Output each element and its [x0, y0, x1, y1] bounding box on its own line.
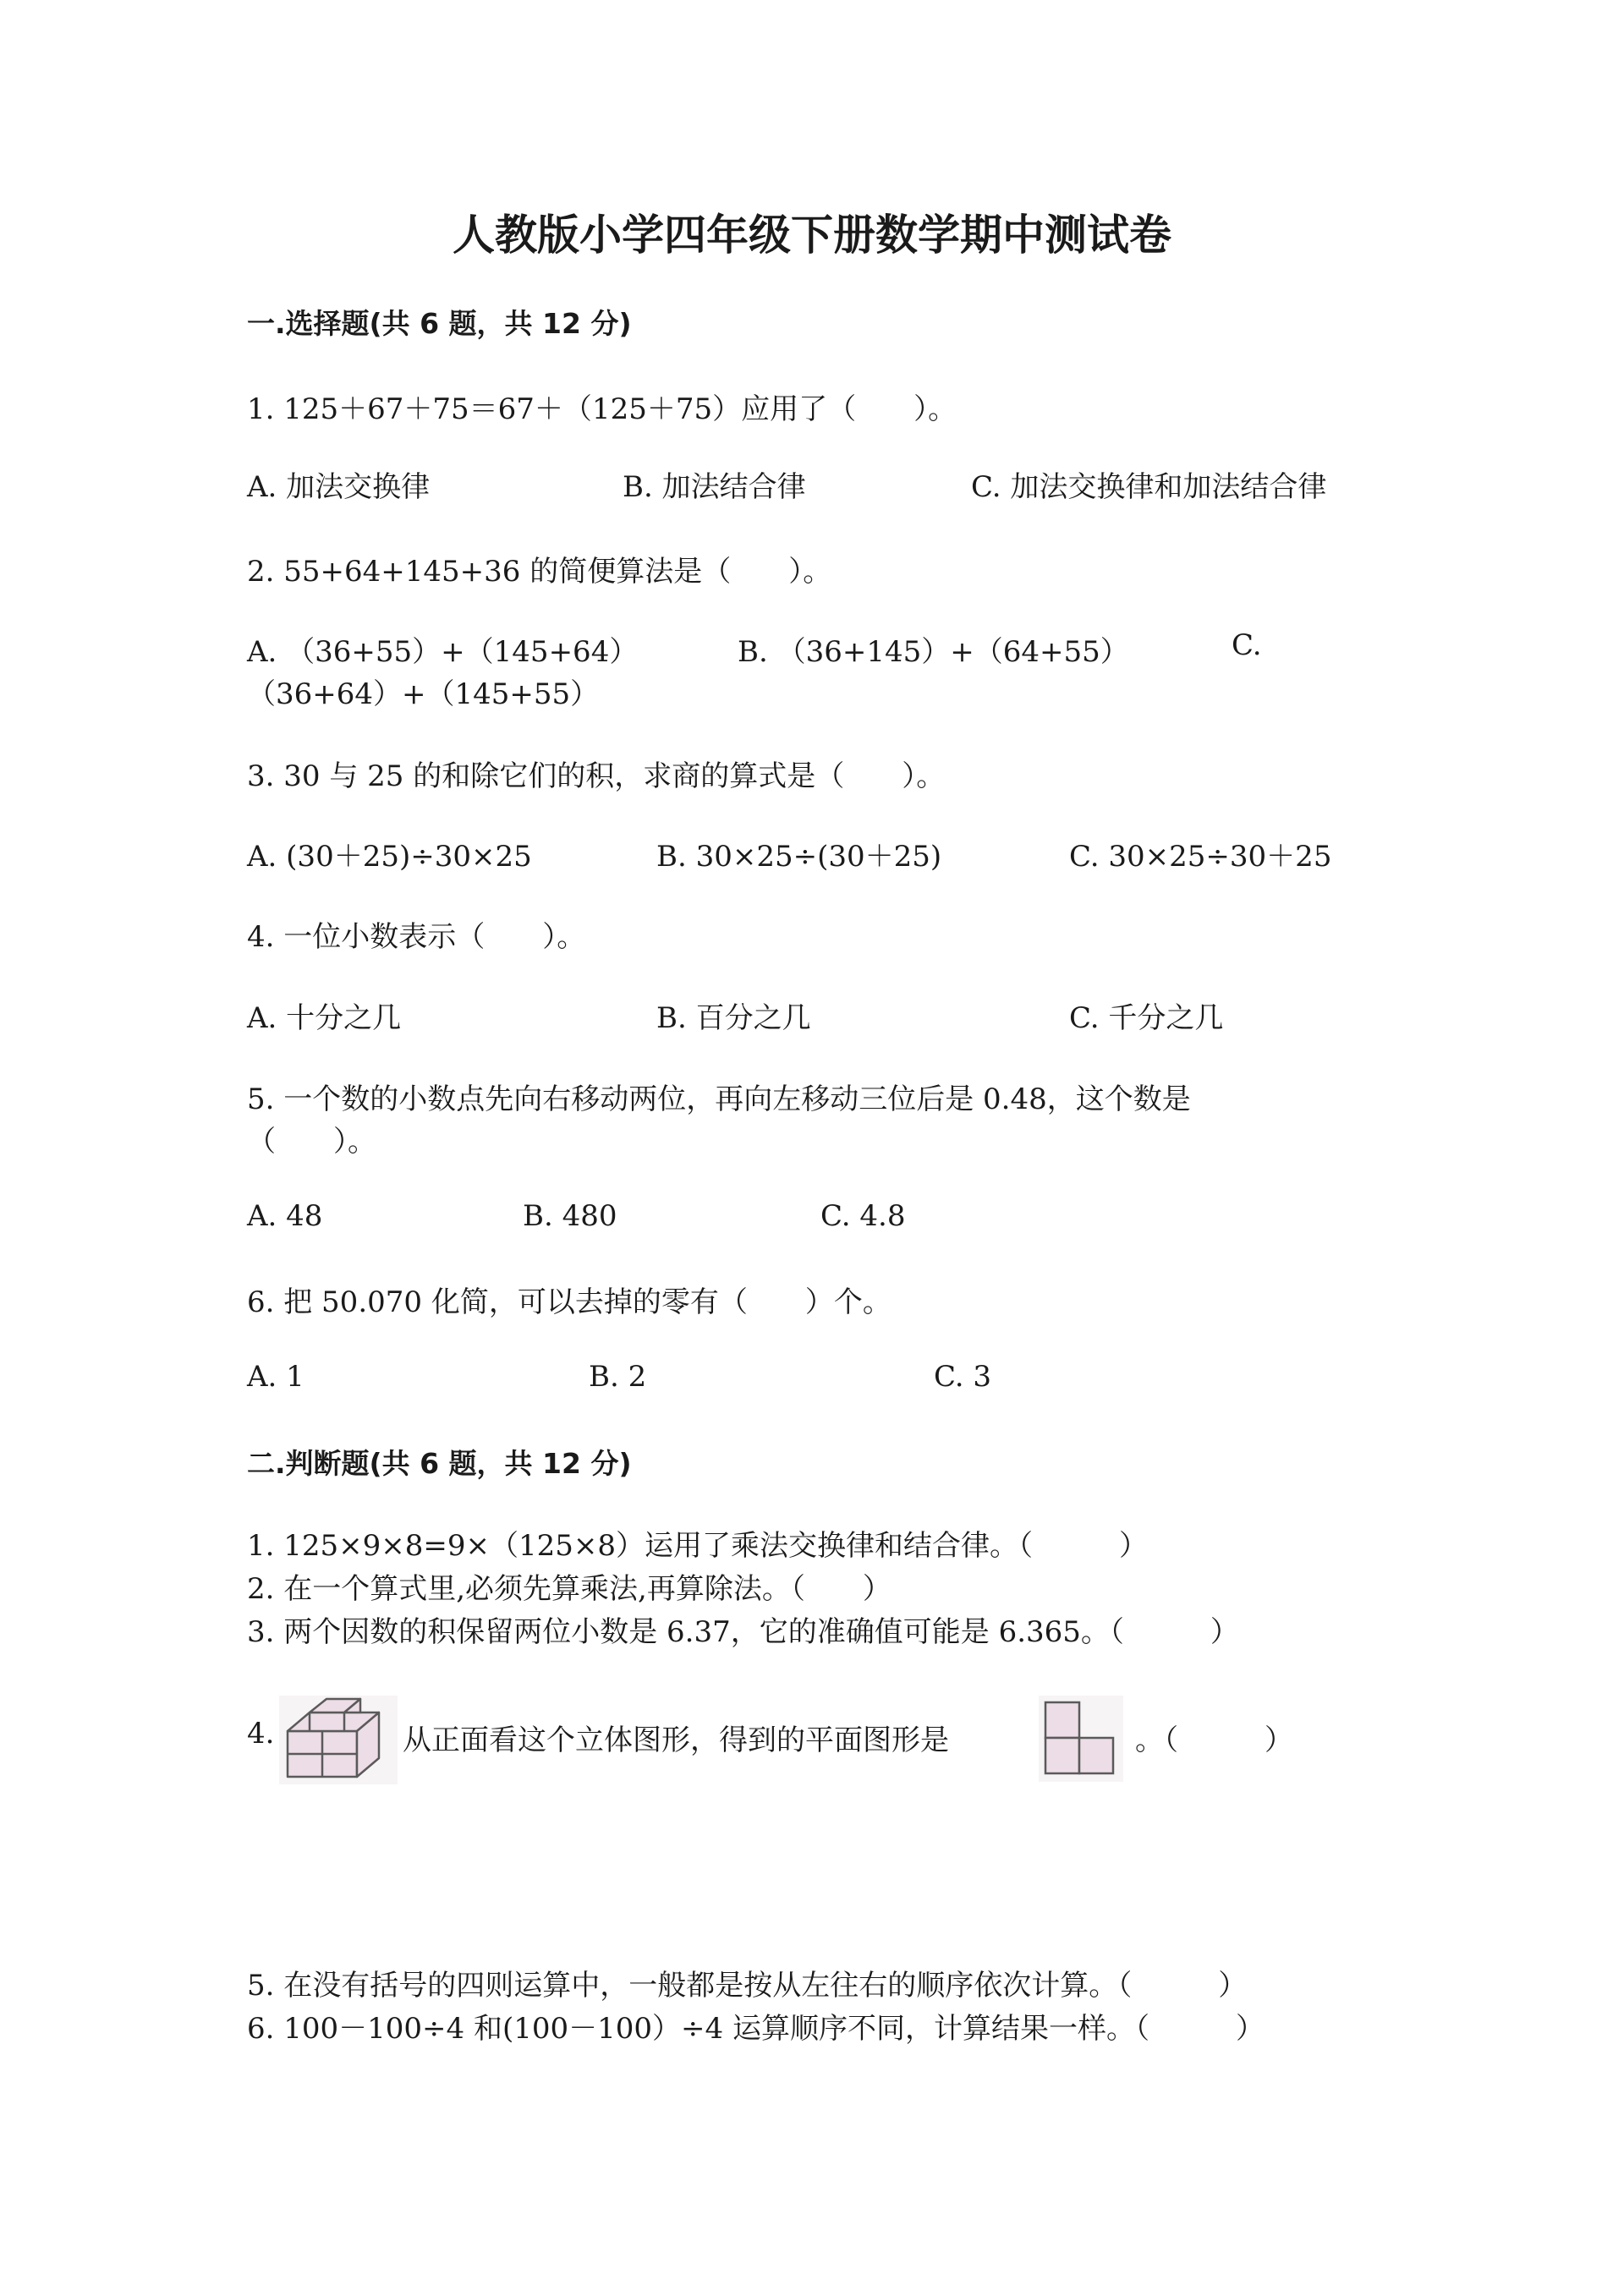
front-view-image [1039, 1696, 1123, 1782]
judgment-statement: 2. 在一个算式里,必须先算乘法,再算除法。（ ） [247, 1572, 892, 1606]
option-a[interactable]: A. 1 [247, 1360, 304, 1394]
option-c-expression[interactable]: （36+64）+（145+55） [247, 677, 600, 711]
option-a[interactable]: A. 十分之几 [247, 1001, 402, 1035]
option-c[interactable]: C. 30×25÷30＋25 [1069, 840, 1332, 874]
option-c[interactable]: C. 4.8 [820, 1199, 906, 1233]
section-heading-choice: 一.选择题(共 6 题，共 12 分) [247, 307, 632, 340]
judgment-statement: 1. 125×9×8=9×（125×8）运用了乘法交换律和结合律。（ ） [247, 1529, 1149, 1563]
judgment-statement: 5. 在没有括号的四则运算中，一般都是按从左往右的顺序依次计算。（ ） [247, 1969, 1248, 2003]
judgment-number: 4. [247, 1717, 275, 1751]
section-heading-judgment: 二.判断题(共 6 题，共 12 分) [247, 1447, 632, 1480]
option-b[interactable]: B. 加法结合律 [623, 470, 806, 504]
option-b[interactable]: B. 2 [589, 1360, 647, 1394]
judgment-statement: 3. 两个因数的积保留两位小数是 6.37，它的准确值可能是 6.365。（ ） [247, 1615, 1239, 1649]
option-c[interactable]: C. 加法交换律和加法结合律 [971, 470, 1327, 504]
page-title: 人教版小学四年级下册数学期中测试卷 [453, 211, 1171, 260]
option-a[interactable]: A. （36+55）+（145+64） [247, 635, 639, 669]
option-b[interactable]: B. 480 [523, 1199, 617, 1233]
option-a[interactable]: A. (30＋25)÷30×25 [247, 840, 532, 874]
judgment-statement: 从正面看这个立体图形，得到的平面图形是 [403, 1723, 949, 1757]
solid-figure-image [279, 1696, 398, 1784]
option-c[interactable]: C. 千分之几 [1069, 1001, 1224, 1035]
question-text: 6. 把 50.070 化简，可以去掉的零有（ ）个。 [247, 1285, 892, 1319]
question-text: 1. 125＋67＋75＝67＋（125＋75）应用了（ ）。 [247, 392, 957, 426]
question-text: 2. 55+64+145+36 的简便算法是（ ）。 [247, 555, 832, 589]
option-b[interactable]: B. 30×25÷(30＋25) [656, 840, 942, 874]
option-c[interactable]: C. 3 [934, 1360, 992, 1394]
option-a[interactable]: A. 48 [247, 1199, 323, 1233]
question-text: 3. 30 与 25 的和除它们的积，求商的算式是（ ）。 [247, 759, 946, 793]
option-a[interactable]: A. 加法交换律 [247, 470, 431, 504]
question-text-continued: （ ）。 [247, 1125, 376, 1159]
judgment-statement: 6. 100－100÷4 和(100－100）÷4 运算顺序不同，计算结果一样。（ ） [247, 2012, 1265, 2046]
question-text: 5. 一个数的小数点先向右移动两位，再向左移动三位后是 0.48，这个数是 [247, 1082, 1191, 1116]
judgment-tail: 。（ ） [1135, 1723, 1293, 1757]
option-b[interactable]: B. 百分之几 [656, 1001, 811, 1035]
question-text: 4. 一位小数表示（ ）。 [247, 920, 586, 954]
option-b[interactable]: B. （36+145）+（64+55） [738, 635, 1129, 669]
option-c[interactable]: C. [1232, 628, 1262, 662]
